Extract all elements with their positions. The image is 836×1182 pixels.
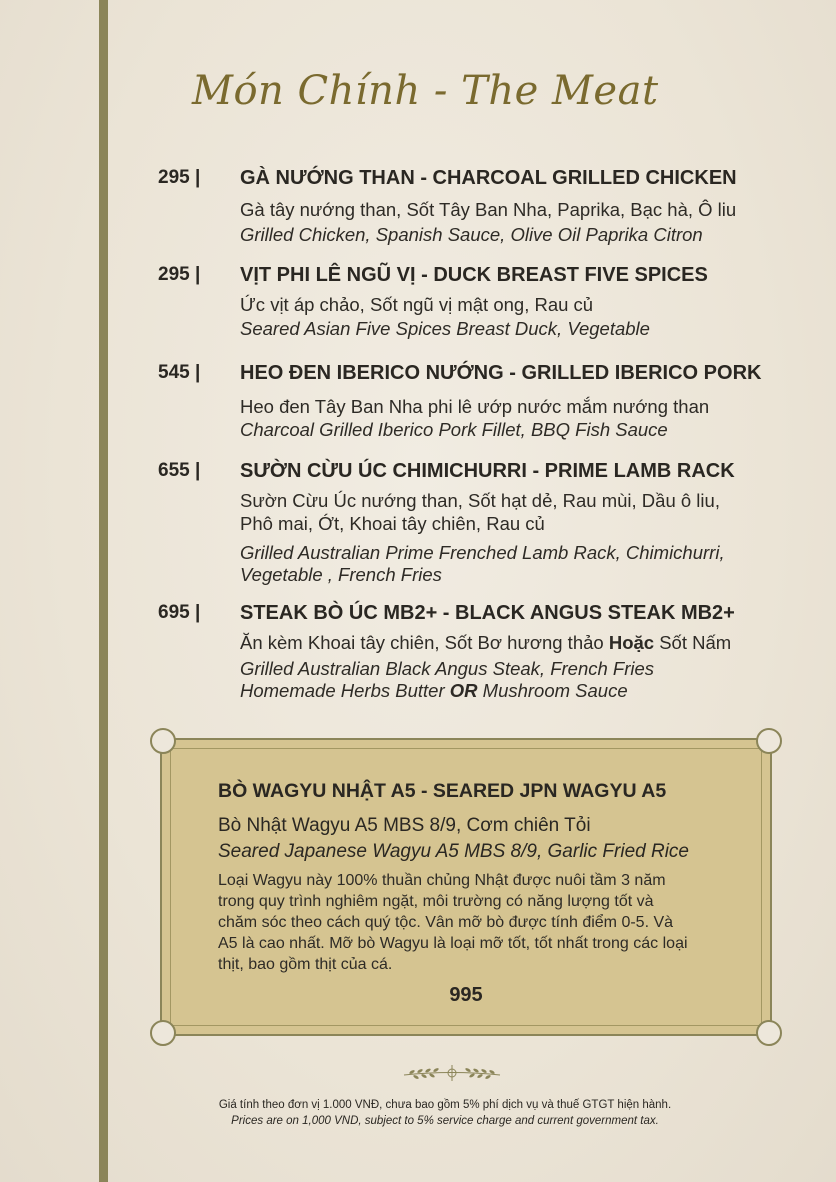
footer-note-vn: Giá tính theo đơn vị 1.000 VNĐ, chưa bao gồm 5% phí dịch vụ và thuế GTGT hiện hành. bbox=[218, 1099, 672, 1111]
item-description-en: Grilled Australian Prime Frenched Lamb Rack, Chimichurri, bbox=[240, 542, 725, 563]
item-price: 545 | bbox=[158, 362, 201, 383]
special-item-note bbox=[218, 870, 728, 975]
item-description-vn: Phô mai, Ớt, Khoai tây chiên, Rau củ bbox=[240, 513, 545, 534]
item-name: SƯỜN CỪU ÚC CHIMICHURRI - PRIME LAMB RACK bbox=[240, 460, 735, 482]
item-price: 295 | bbox=[158, 264, 201, 285]
page-title: Món Chính - The Meat bbox=[192, 68, 659, 114]
laurel-divider-icon bbox=[400, 1062, 504, 1084]
box-corner bbox=[756, 1020, 782, 1046]
note-line: trong quy trình nghiêm ngặt, môi trường có năng lượng tốt và bbox=[218, 893, 654, 910]
item-description-vn: Gà tây nướng than, Sốt Tây Ban Nha, Paprika, Bạc hà, Ô liu bbox=[240, 199, 737, 220]
or-connector: OR bbox=[449, 680, 478, 701]
note-line: chăm sóc theo cách quý tộc. Vân mỡ bò được tính điểm 0-5. Và bbox=[218, 914, 674, 931]
left-accent-bar bbox=[99, 0, 108, 1182]
special-item-name: BÒ WAGYU NHẬT A5 - SEARED JPN WAGYU A5 bbox=[218, 780, 667, 802]
item-description-en: Charcoal Grilled Iberico Pork Fillet, BBQ Fish Sauce bbox=[240, 419, 668, 440]
or-connector: Hoặc bbox=[608, 632, 655, 653]
item-name: HEO ĐEN IBERICO NƯỚNG - GRILLED IBERICO PORK bbox=[240, 362, 762, 384]
item-description-en: Vegetable , French Fries bbox=[240, 564, 442, 585]
note-line: A5 là cao nhất. Mỡ bò Wagyu là loại mỡ tốt, tốt nhất trong các loại bbox=[218, 935, 688, 952]
item-description-vn: Sườn Cừu Úc nướng than, Sốt hạt dẻ, Rau mùi, Dầu ô liu, bbox=[240, 490, 720, 511]
item-description-en-part: Homemade Herbs Butter bbox=[240, 680, 450, 701]
special-item-box bbox=[160, 738, 772, 1036]
box-corner bbox=[150, 1020, 176, 1046]
item-description-en: Grilled Australian Black Angus Steak, French Fries bbox=[240, 658, 655, 679]
item-description-en bbox=[240, 679, 800, 702]
item-description-vn bbox=[240, 631, 800, 654]
item-description-en: Seared Asian Five Spices Breast Duck, Vegetable bbox=[240, 318, 650, 339]
item-price: 655 | bbox=[158, 460, 201, 481]
box-corner bbox=[150, 728, 176, 754]
note-line: thịt, bao gồm thịt của cá. bbox=[218, 956, 393, 973]
special-item-description-vn: Bò Nhật Wagyu A5 MBS 8/9, Cơm chiên Tỏi bbox=[218, 815, 591, 836]
item-description-vn-part: Sốt Nấm bbox=[654, 632, 732, 653]
special-item-description-en: Seared Japanese Wagyu A5 MBS 8/9, Garlic Fried Rice bbox=[218, 841, 690, 862]
item-price: 695 | bbox=[158, 602, 201, 623]
item-price: 295 | bbox=[158, 167, 201, 188]
item-name: STEAK BÒ ÚC MB2+ - BLACK ANGUS STEAK MB2+ bbox=[240, 602, 735, 624]
item-description-en: Grilled Chicken, Spanish Sauce, Olive Oil Paprika Citron bbox=[240, 224, 703, 245]
item-name: VỊT PHI LÊ NGŨ VỊ - DUCK BREAST FIVE SPICES bbox=[240, 264, 708, 286]
box-corner bbox=[756, 728, 782, 754]
footer-note-en: Prices are on 1,000 VND, subject to 5% service charge and current government tax. bbox=[231, 1115, 659, 1127]
item-name: GÀ NƯỚNG THAN - CHARCOAL GRILLED CHICKEN bbox=[240, 167, 737, 189]
special-item-price: 995 bbox=[449, 984, 483, 1006]
item-description-vn-part: Ăn kèm Khoai tây chiên, Sốt Bơ hương thảo bbox=[240, 632, 609, 653]
item-description-vn: Ức vịt áp chảo, Sốt ngũ vị mật ong, Rau củ bbox=[240, 294, 594, 315]
item-description-vn: Heo đen Tây Ban Nha phi lê ướp nước mắm nướng than bbox=[240, 396, 710, 417]
note-line: Loại Wagyu này 100% thuần chủng Nhật được nuôi tầm 3 năm bbox=[218, 872, 666, 889]
item-description-en-part: Mushroom Sauce bbox=[477, 680, 628, 701]
